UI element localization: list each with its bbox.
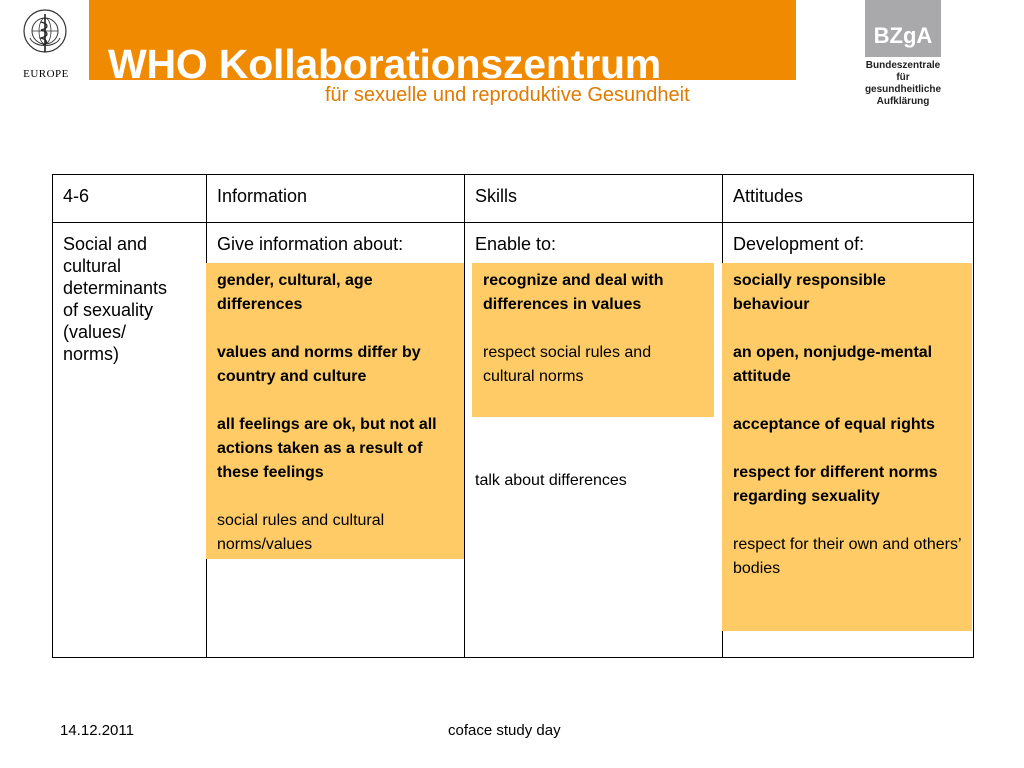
attitudes-item: socially responsible behaviour xyxy=(733,272,886,313)
information-list xyxy=(217,269,457,557)
footer-date: 14.12.2011 xyxy=(60,722,134,739)
skills-extra: talk about differences xyxy=(475,472,627,489)
header-information: Information xyxy=(217,186,308,206)
skills-item: recognize and deal with differences in values xyxy=(483,272,664,313)
skills-item: respect social rules and cultural norms xyxy=(483,344,652,385)
information-intro: Give information about: xyxy=(217,234,404,254)
skills-list xyxy=(483,269,705,389)
header-skills: Skills xyxy=(475,186,518,206)
information-item: values and norms differ by country and culture xyxy=(217,344,421,385)
who-europe-logo xyxy=(10,8,82,88)
bzga-caption: Bundeszentrale für gesundheitliche Aufklärung xyxy=(864,60,942,107)
row-topic: Social and cultural determinants of sexuality (values/ norms) xyxy=(63,234,168,364)
information-item: gender, cultural, age differences xyxy=(217,272,373,313)
footer-event: coface study day xyxy=(448,722,561,739)
information-item: all feelings are ok, but not all actions taken as a result of these feelings xyxy=(217,416,437,481)
banner-subtitle: für sexuelle und reproduktive Gesundheit xyxy=(325,84,690,106)
attitudes-item: respect for different norms regarding sexuality xyxy=(733,464,938,505)
column-divider xyxy=(464,175,465,657)
bzga-logo xyxy=(865,0,941,57)
curriculum-table xyxy=(52,174,974,658)
information-item: social rules and cultural norms/values xyxy=(217,512,385,553)
attitudes-item: respect for their own and others’ bodies xyxy=(733,536,961,577)
skills-intro: Enable to: xyxy=(475,234,557,254)
attitudes-item: acceptance of equal rights xyxy=(733,416,935,433)
who-region-label: EUROPE xyxy=(23,68,69,80)
attitudes-list xyxy=(733,269,965,581)
header-row-divider xyxy=(53,222,973,223)
header-age-group: 4-6 xyxy=(63,186,90,206)
header-attitudes: Attitudes xyxy=(733,186,804,206)
bzga-logo-text: BZgA xyxy=(873,23,933,48)
attitudes-intro: Development of: xyxy=(733,234,865,254)
attitudes-item: an open, nonjudge-mental attitude xyxy=(733,344,933,385)
who-emblem-icon xyxy=(22,8,68,58)
banner-title: WHO Kollaborationszentrum xyxy=(108,41,662,87)
